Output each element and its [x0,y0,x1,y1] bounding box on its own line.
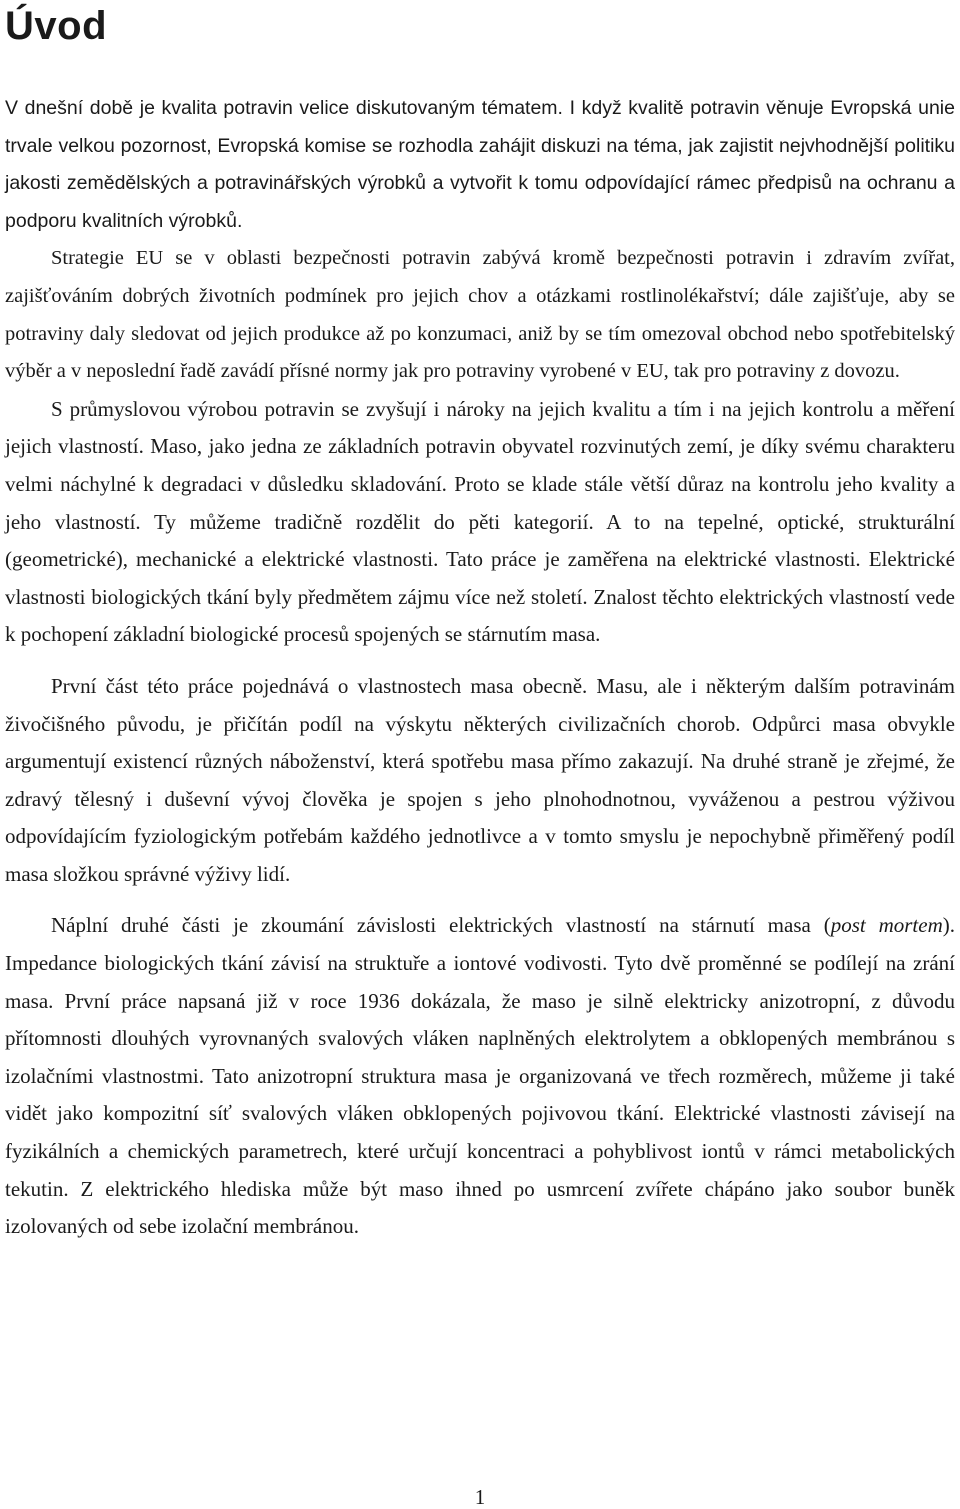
post-mortem-italic: post mortem [830,913,943,938]
paragraph-second-part-text-end: ). Impedance biologických tkání závisí na struktuře a iontové vodivosti. Tyto dvě proměnné se podílejí na zrání masa. První práce napsaná již v roce 1936 dokázala, že maso je silně elektricky anizotropní, z důvodu přítomnosti dlouhých vyrovnaných svalových vláken naplněných elektrolytem a obklopených membránou s izolačními vlastnostmi. Tato anizotropní struktura masa je organizovaná ve třech rozměrech, můžeme ji také vidět jako kompozitní síť svalových vláken obklopených pojivovou tkání. Elektrické vlastnosti závisejí na fyzikálních a chemických parametrech, které určují koncentraci a pohyblivost iontů v rámci metabolických tekutin. Z elektrického hlediska může být maso ihned po usmrcení zvířete chápáno jako soubor buněk izolovaných od sebe izolační membránou. [5,913,956,1239]
paragraph-second-part-text-start: Náplní druhé části je zkoumání závislosti elektrických vlastností na stárnutí masa ( [51,913,831,938]
paragraph-second-part [5,907,955,1245]
page-title: Úvod [5,4,107,48]
page-number: 1 [474,1485,486,1509]
paragraph-intro: V dnešní době je kvalita potravin velice diskutovaným tématem. I když kvalitě potravin věnuje Evropská unie trvale velkou pozornost, Evropská komise se rozhodla zahájit diskuzi na téma, jak zajistit nejvhodnější politiku jakosti zemědělských a potravinářských výrobků a vytvořit k tomu odpovídající rámec předpisů na ochranu a podporu kvalitních výrobků. [5,97,955,232]
paragraph-eu-strategy: Strategie EU se v oblasti bezpečnosti potravin zabývá kromě bezpečnosti potravin i zdravím zvířat, zajišťováním dobrých životních podmínek pro jejich chov a otázkami rostlinolékařství; dále zajišťuje, aby se potraviny daly sledovat od jejich produkce až po konzumaci, aniž by se tím omezoval obchod nebo spotřebitelský výběr a v neposlední řadě zavádí přísné normy jak pro potraviny vyrobené v EU, tak pro potraviny z dovozu. [5,247,955,383]
paragraph-first-part: První část této práce pojednává o vlastnostech masa obecně. Masu, ale i některým dalším potravinám živočišného původu, je přičítán podíl na výskytu některých civilizačních chorob. Odpůrci masa obvykle argumentují existencí různých náboženství, která spotřebu masa přímo zakazují. Na druhé straně je zřejmé, že zdravý tělesný i duševní vývoj člověka je spojen s jeho plnohodnotnou, vyváženou a pestrou výživou odpovídajícím fyziologickým potřebám každého jednotlivce a v tomto smyslu je nepochybně přiměřený podíl masa složkou správné výživy lidí. [5,673,955,886]
paragraph-quality-control: S průmyslovou výrobou potravin se zvyšují i nároky na jejich kvalitu a tím i na jejich kontrolu a měření jejich vlastností. Maso, jako jedna ze základních potravin obyvatel rozvinutých zemí, je díky svému charakteru velmi náchylné k degradaci v důsledku skladování. Proto se klade stále větší důraz na kontrolu jeho kvality a jeho vlastností. Ty můžeme tradičně rozdělit do pěti kategorií. A to na tepelné, optické, strukturální (geometrické), mechanické a elektrické vlastnosti. Tato práce je zaměřena na elektrické vlastnosti. Elektrické vlastnosti biologických tkání byly předmětem zájmu více než století. Znalost těchto elektrických vlastností vede k pochopení základní biologické procesů spojených se stárnutím masa. [5,396,955,647]
